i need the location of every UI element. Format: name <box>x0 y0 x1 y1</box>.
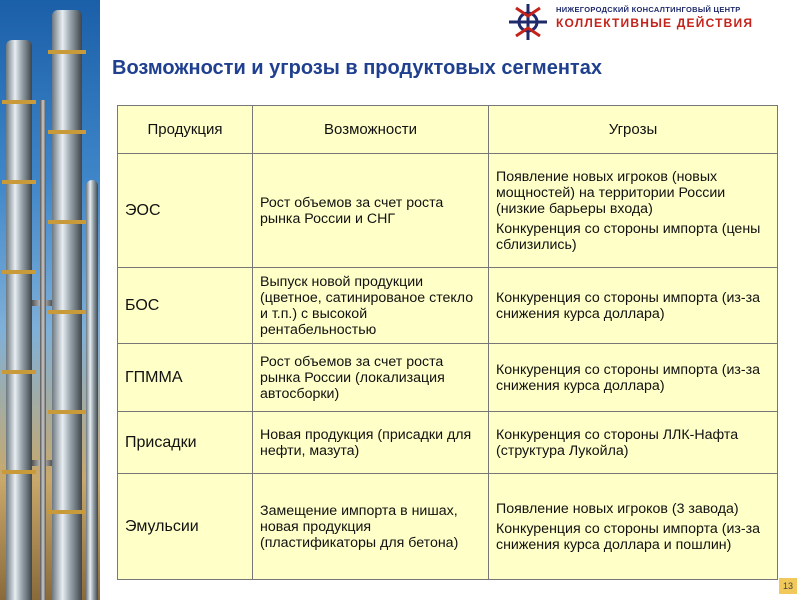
table-row <box>118 154 778 268</box>
opportunities-threats-table <box>117 105 778 580</box>
opportunity-cell: Рост объемов за счет роста рынка России и СНГ <box>253 154 489 268</box>
table-row <box>118 268 778 344</box>
product-cell: ГПММА <box>118 344 253 412</box>
threats-cell <box>489 154 778 268</box>
page-number: 13 <box>779 578 797 594</box>
header-threats: Угрозы <box>489 106 778 154</box>
threat-item: Конкуренция со стороны импорта (из-за снижения курса доллара) <box>496 361 761 394</box>
opportunity-cell: Рост объемов за счет роста рынка России (локализация автосборки) <box>253 344 489 412</box>
product-cell: Присадки <box>118 412 253 474</box>
logo-title: КОЛЛЕКТИВНЫЕ ДЕЙСТВИЯ <box>556 16 754 30</box>
table-row <box>118 412 778 474</box>
product-cell: БОС <box>118 268 253 344</box>
company-logo-icon <box>507 3 549 41</box>
opportunity-cell: Замещение импорта в нишах, новая продукция (пластификаторы для бетона) <box>253 474 489 580</box>
threats-cell <box>489 474 778 580</box>
header-opportunities: Возможности <box>253 106 489 154</box>
header-product: Продукция <box>118 106 253 154</box>
threat-item: Конкуренция со стороны импорта (цены сблизились) <box>496 220 761 253</box>
threat-item: Конкуренция со стороны импорта (из-за снижения курса доллара и пошлин) <box>496 520 761 553</box>
threat-item: Конкуренция со стороны импорта (из-за снижения курса доллара) <box>496 289 761 322</box>
opportunity-cell: Новая продукция (присадки для нефти, мазута) <box>253 412 489 474</box>
threat-item: Появление новых игроков (3 завода) <box>496 500 739 517</box>
logo-subtitle: НИЖЕГОРОДСКИЙ КОНСАЛТИНГОВЫЙ ЦЕНТР <box>556 5 741 14</box>
product-cell: Эмульсии <box>118 474 253 580</box>
threats-cell <box>489 412 778 474</box>
table-row <box>118 474 778 580</box>
table-header-row <box>118 106 778 154</box>
threats-cell <box>489 268 778 344</box>
threat-item: Конкуренция со стороны ЛЛК-Нафта (структура Лукойла) <box>496 426 739 459</box>
table-row <box>118 344 778 412</box>
threats-cell <box>489 344 778 412</box>
industrial-plant-photo <box>0 0 100 600</box>
opportunity-cell: Выпуск новой продукции (цветное, сатинированое стекло и т.п.) с высокой рентабельностью <box>253 268 489 344</box>
slide-title: Возможности и угрозы в продуктовых сегментах <box>112 57 602 79</box>
product-cell: ЭОС <box>118 154 253 268</box>
threat-item: Появление новых игроков (новых мощностей) на территории России (низкие барьеры входа) <box>496 168 726 217</box>
